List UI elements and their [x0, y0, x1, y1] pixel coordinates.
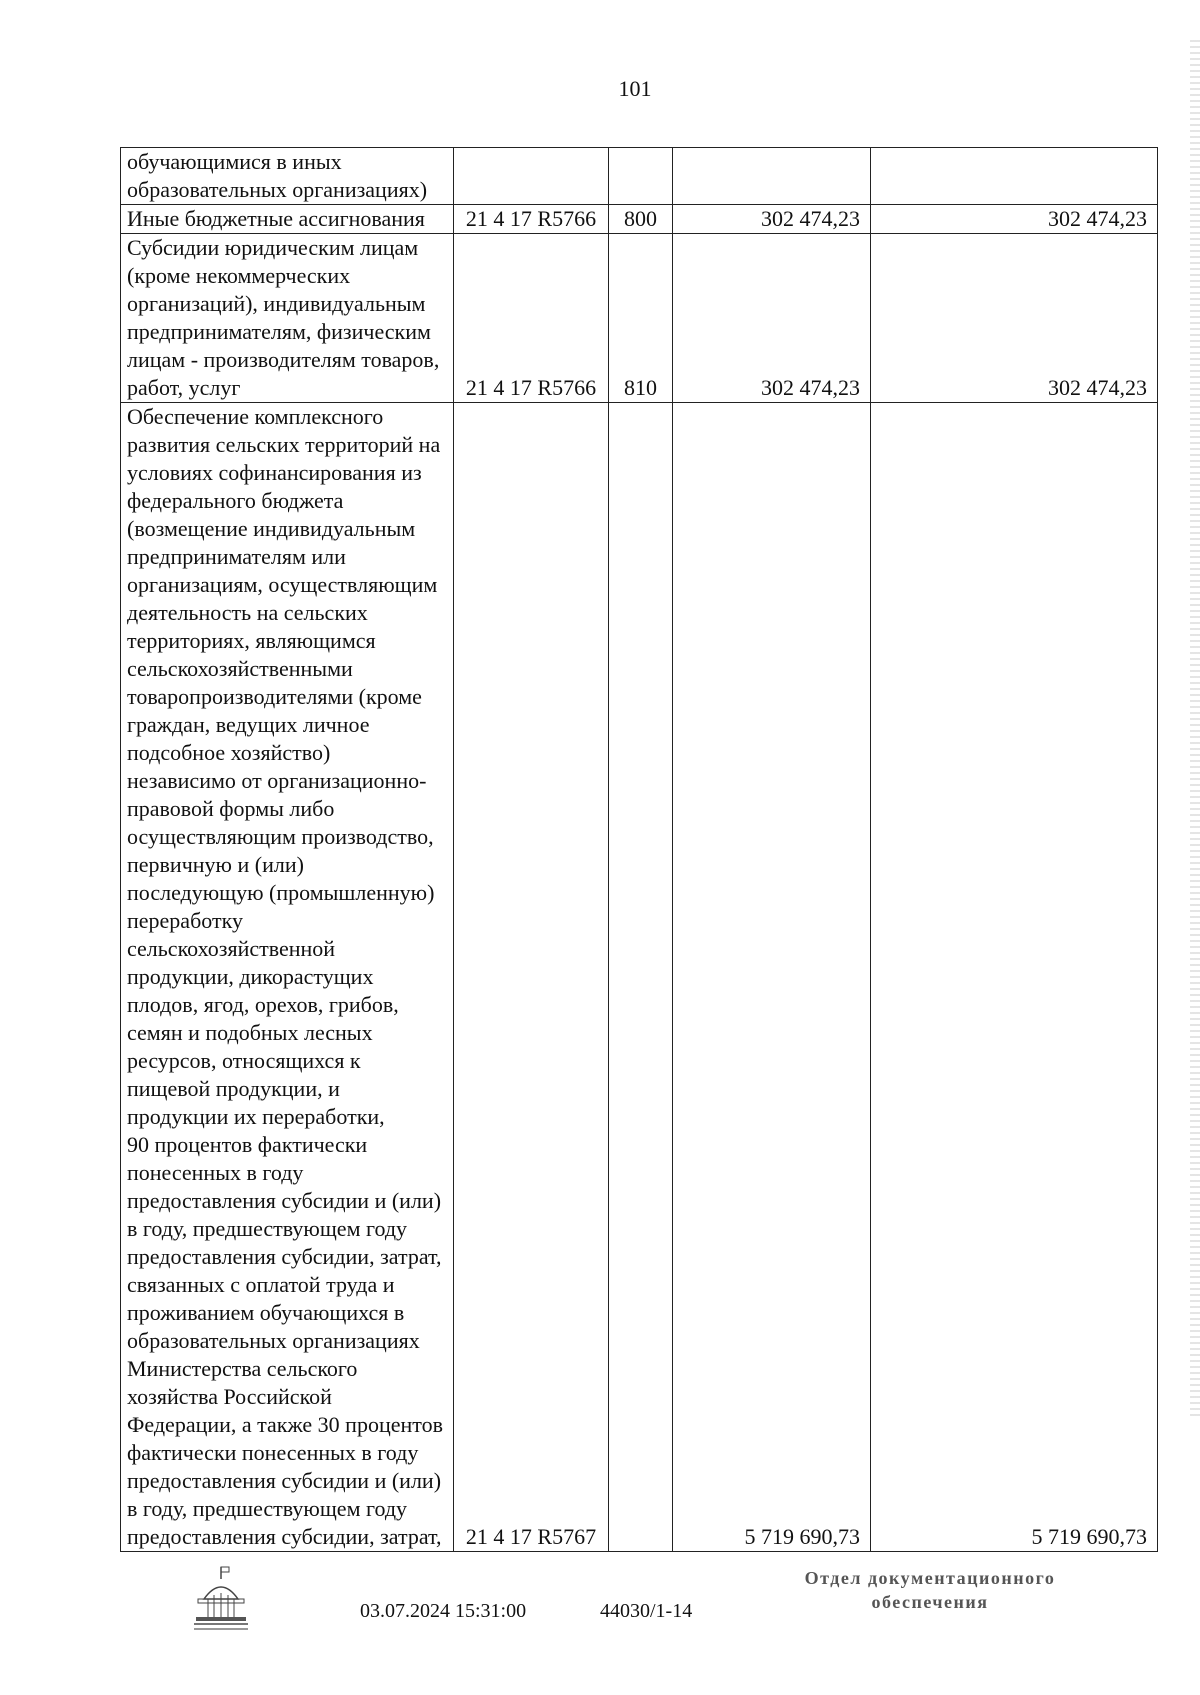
scan-edge-artifact	[1190, 40, 1200, 1420]
row-expense-type	[609, 403, 673, 1552]
footer-stamp	[780, 1566, 1080, 1614]
footer-date-time: 03.07.2024 15:31:00	[360, 1600, 527, 1622]
table-row	[121, 234, 1158, 403]
row-target-code	[454, 148, 609, 205]
row-amount-2	[871, 148, 1158, 205]
row-amount-2: 302 474,23	[871, 234, 1158, 403]
row-amount-1	[673, 148, 871, 205]
row-description: Субсидии юридическим лицам (кроме некоммерческих организаций), индивидуальным предпринимателям, физическим лицам - производителям товаров, работ, услуг	[121, 234, 454, 403]
row-target-code: 21 4 17 R5766	[454, 205, 609, 234]
footer-document-number: 44030/1-14	[600, 1600, 693, 1622]
row-amount-1: 302 474,23	[673, 205, 871, 234]
stamp-line-2: обеспечения	[871, 1592, 989, 1612]
row-amount-2: 302 474,23	[871, 205, 1158, 234]
row-expense-type: 810	[609, 234, 673, 403]
row-description: обучающимися в иных образовательных организациях)	[121, 148, 454, 205]
row-description: Обеспечение комплексного развития сельских территорий на условиях софинансирования из федерального бюджета (возмещение индивидуальным предпринимателям или организациям, осуществляющим деятельность на сельских территориях, являющимся сельскохозяйственными товаропроизводителями (кроме граждан, ведущих личное подсобное хозяйство) независимо от организационно- правовой формы либо осуществляющим производство, первичную и (или) последующую (промышленную) переработку сельскохозяйственной продукции, дикорастущих плодов, ягод, орехов, грибов, семян и подобных лесных ресурсов, относящихся к пищевой продукции, и продукции их переработки, 90 процентов фактически понесенных в году предоставления субсидии и (или) в году, предшествующем году предоставления субсидии, затрат, связанных с оплатой труда и проживанием обучающихся в образовательных организациях Министерства сельского хозяйства Российской Федерации, а также 30 процентов фактически понесенных в году предоставления субсидии и (или) в году, предшествующем году предоставления субсидии, затрат,	[121, 403, 454, 1552]
row-target-code: 21 4 17 R5767	[454, 403, 609, 1552]
stamp-line-1: Отдел документационного	[804, 1568, 1056, 1588]
row-target-code: 21 4 17 R5766	[454, 234, 609, 403]
row-amount-2: 5 719 690,73	[871, 403, 1158, 1552]
table-row	[121, 403, 1158, 1552]
table-row	[121, 205, 1158, 234]
row-expense-type	[609, 148, 673, 205]
page-number: 101	[618, 76, 652, 101]
row-expense-type: 800	[609, 205, 673, 234]
row-amount-1: 5 719 690,73	[673, 403, 871, 1552]
row-description: Иные бюджетные ассигнования	[121, 205, 454, 234]
row-amount-1: 302 474,23	[673, 234, 871, 403]
table-row	[121, 148, 1158, 205]
duma-building-icon	[190, 1565, 252, 1635]
budget-table	[120, 147, 1158, 1552]
